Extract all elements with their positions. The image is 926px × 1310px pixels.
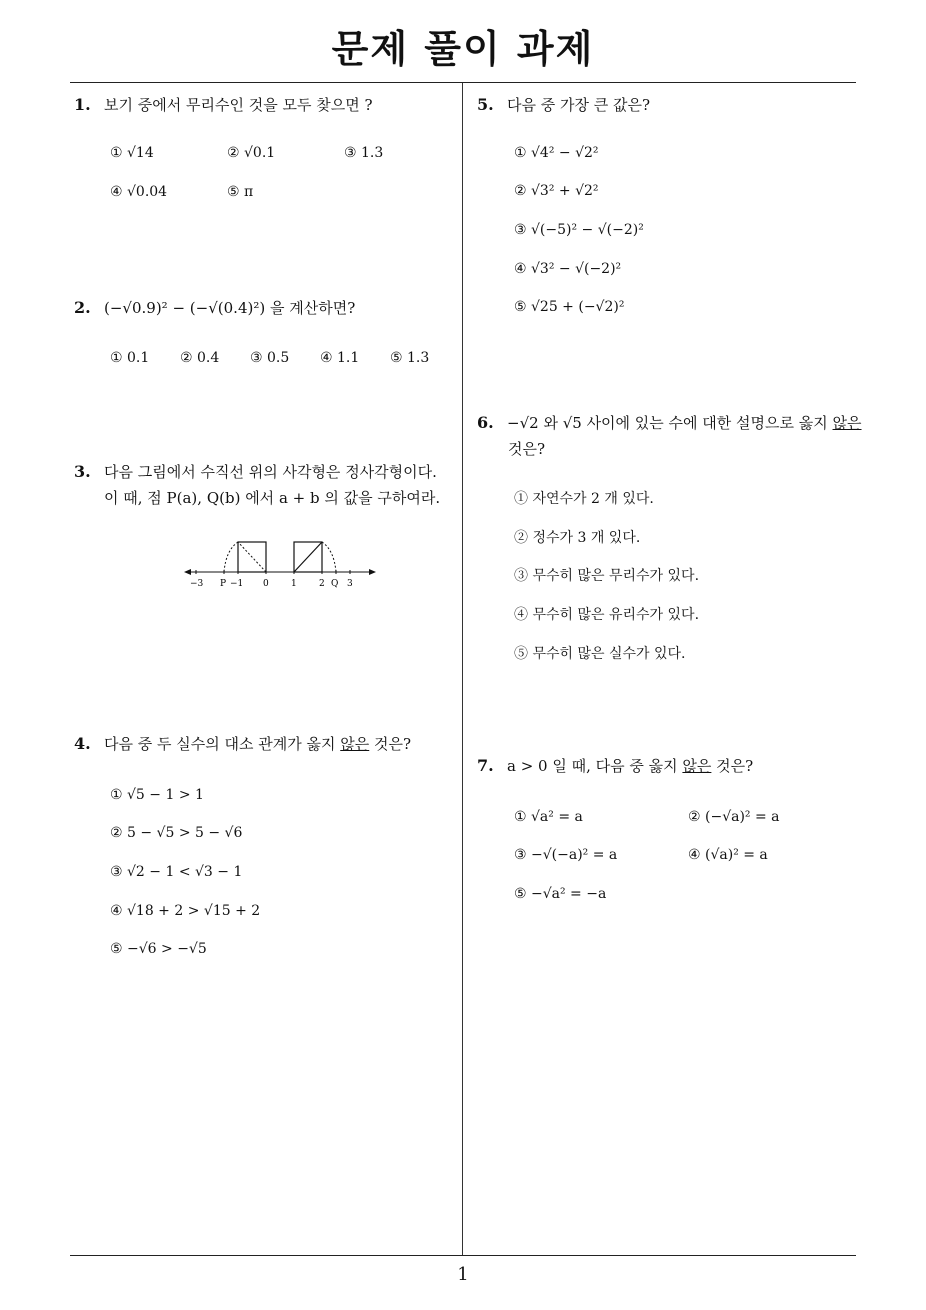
option-3: ③ 무수히 많은 무리수가 있다. <box>514 568 700 584</box>
tick-label: Q <box>331 579 339 589</box>
bottom-rule <box>70 1255 856 1256</box>
option-4: ④ √0.04 <box>110 184 168 200</box>
question-text-cont: 것은? <box>508 440 546 458</box>
question-number: 2. <box>74 298 91 317</box>
option-5: ⑤ −√a² = −a <box>514 886 607 902</box>
question-4 <box>74 733 411 754</box>
number-line-figure <box>180 530 380 592</box>
underlined-word: 않은 <box>832 414 862 432</box>
option-2: ② √0.1 <box>227 145 276 161</box>
tick-label: 1 <box>291 579 297 589</box>
option-4: ④ √3² − √(−2)² <box>514 261 622 277</box>
question-text-pre: 다음 중 두 실수의 대소 관계가 옳지 <box>104 735 341 753</box>
underlined-word: 않은 <box>682 757 712 775</box>
option-2: ② 정수가 3 개 있다. <box>514 530 641 546</box>
tick-label: 3 <box>347 579 353 589</box>
tick-label: 2 <box>319 579 325 589</box>
question-text: 보기 중에서 무리수인 것을 모두 찾으면 ? <box>104 96 373 114</box>
question-1 <box>74 94 373 115</box>
question-text-pre: −√2 와 √5 사이에 있는 수에 대한 설명으로 옳지 <box>507 414 833 432</box>
tick-label: −1 <box>230 579 244 589</box>
question-2 <box>74 297 355 318</box>
question-text-post: 것은? <box>369 735 412 753</box>
top-rule <box>70 82 856 83</box>
option-2: ② 5 − √5 > 5 − √6 <box>110 825 243 841</box>
tick-label: 0 <box>263 579 269 589</box>
option-5: ⑤ π <box>227 184 254 200</box>
question-number: 6. <box>477 413 494 432</box>
option-1: ① √14 <box>110 145 154 161</box>
tick-label: −3 <box>190 579 204 589</box>
option-5: ⑤ −√6 > −√5 <box>110 941 207 957</box>
option-1: ① √4² − √2² <box>514 145 599 161</box>
question-number: 1. <box>74 95 91 114</box>
question-3 <box>74 461 437 482</box>
question-text: 다음 그림에서 수직선 위의 사각형은 정사각형이다. <box>104 463 437 481</box>
question-7 <box>477 755 753 776</box>
option-1: ① 0.1 <box>110 350 150 366</box>
option-4: ④ (√a)² = a <box>688 847 768 863</box>
option-3: ③ 0.5 <box>250 350 290 366</box>
option-2: ② √3² + √2² <box>514 183 599 199</box>
question-5 <box>477 94 650 115</box>
option-3: ③ √(−5)² − √(−2)² <box>514 222 644 238</box>
question-number: 4. <box>74 734 91 753</box>
option-2: ② 0.4 <box>180 350 220 366</box>
page-title: 문제 풀이 과제 <box>331 27 595 71</box>
option-1: ① √a² = a <box>514 809 583 825</box>
option-2: ② (−√a)² = a <box>688 809 780 825</box>
option-1: ① √5 − 1 > 1 <box>110 787 204 803</box>
option-5: ⑤ √25 + (−√2)² <box>514 299 625 315</box>
question-text-pre: a > 0 일 때, 다음 중 옳지 <box>507 757 683 775</box>
option-5: ⑤ 1.3 <box>390 350 430 366</box>
column-divider <box>462 83 463 1255</box>
option-5: ⑤ 무수히 많은 실수가 있다. <box>514 646 686 662</box>
question-text: 다음 중 가장 큰 값은? <box>507 96 651 114</box>
question-6 <box>477 412 862 433</box>
question-text-cont: 이 때, 점 P(a), Q(b) 에서 a + b 의 값을 구하여라. <box>104 489 441 507</box>
option-4: ④ 무수히 많은 유리수가 있다. <box>514 607 700 623</box>
option-4: ④ √18 + 2 > √15 + 2 <box>110 903 261 919</box>
tick-label: P <box>220 579 227 589</box>
question-number: 5. <box>477 95 494 114</box>
page-number: 1 <box>457 1264 469 1285</box>
question-text-post: 것은? <box>711 757 754 775</box>
option-1: ① 자연수가 2 개 있다. <box>514 491 654 507</box>
option-3: ③ 1.3 <box>344 145 384 161</box>
underlined-word: 않은 <box>340 735 370 753</box>
option-4: ④ 1.1 <box>320 350 360 366</box>
question-text: (−√0.9)² − (−√(0.4)²) 을 계산하면? <box>104 299 356 317</box>
question-number: 3. <box>74 462 91 481</box>
question-number: 7. <box>477 756 494 775</box>
option-3: ③ √2 − 1 < √3 − 1 <box>110 864 243 880</box>
option-3: ③ −√(−a)² = a <box>514 847 618 863</box>
